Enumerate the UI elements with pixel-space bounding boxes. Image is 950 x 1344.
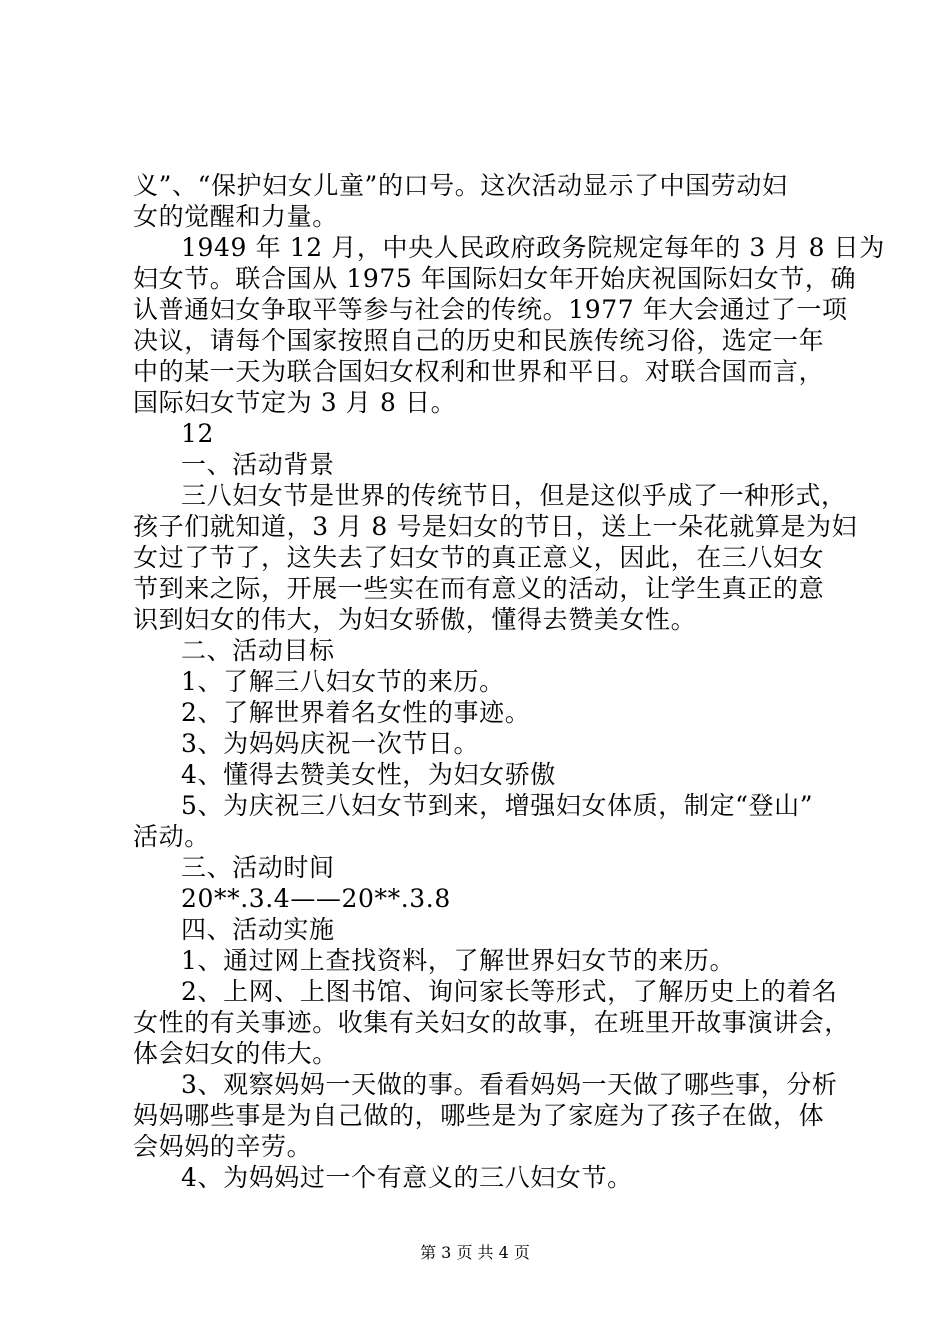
text-line: 20**.3.4——20**.3.8 <box>181 884 451 913</box>
text-line: 3、观察妈妈一天做的事。看看妈妈一天做了哪些事，分析 <box>181 1070 838 1099</box>
text-line: 4、为妈妈过一个有意义的三八妇女节。 <box>181 1163 633 1192</box>
text-line: 1、通过网上查找资料，了解世界妇女节的来历。 <box>181 946 736 975</box>
text-line: 四、活动实施 <box>181 915 335 944</box>
text-line: 中的某一天为联合国妇女权利和世界和平日。对联合国而言， <box>133 357 825 386</box>
text-line: 二、活动目标 <box>181 636 335 665</box>
text-line: 2、了解世界着名女性的事迹。 <box>181 698 531 727</box>
text-line: 活动。 <box>133 822 210 851</box>
text-line: 识到妇女的伟大，为妇女骄傲，懂得去赞美女性。 <box>133 605 697 634</box>
text-line: 妇女节。联合国从 1975 年国际妇女年开始庆祝国际妇女节，确 <box>133 264 857 293</box>
text-line: 会妈妈的辛劳。 <box>133 1132 313 1161</box>
text-line: 体会妇女的伟大。 <box>133 1039 338 1068</box>
page-footer: 第 3 页 共 4 页 <box>420 1243 530 1262</box>
text-line: 国际妇女节定为 3 月 8 日。 <box>133 388 457 417</box>
text-line: 3、为妈妈庆祝一次节日。 <box>181 729 480 758</box>
text-line: 女的觉醒和力量。 <box>133 202 338 231</box>
text-line: 节到来之际，开展一些实在而有意义的活动，让学生真正的意 <box>133 574 825 603</box>
document-body <box>133 170 885 1193</box>
text-line: 1、了解三八妇女节的来历。 <box>181 667 505 696</box>
text-line: 12 <box>181 419 215 448</box>
text-line: 三八妇女节是世界的传统节日，但是这似乎成了一种形式， <box>181 481 847 510</box>
text-line: 妈妈哪些事是为自己做的，哪些是为了家庭为了孩子在做，体 <box>133 1101 825 1130</box>
text-line: 三、活动时间 <box>181 853 335 882</box>
text-line: 决议，请每个国家按照自己的历史和民族传统习俗，选定一年 <box>133 326 825 355</box>
text-line: 认普通妇女争取平等参与社会的传统。1977 年大会通过了一项 <box>133 295 848 324</box>
text-line: 孩子们就知道，3 月 8 号是妇女的节日，送上一朵花就算是为妇 <box>133 512 858 541</box>
text-line: 1949 年 12 月，中央人民政府政务院规定每年的 3 月 8 日为 <box>181 233 885 262</box>
text-line: 一、活动背景 <box>181 450 335 479</box>
text-line: 女过了节了，这失去了妇女节的真正意义，因此，在三八妇女 <box>133 543 825 572</box>
text-line: 义”、“保护妇女儿童”的口号。这次活动显示了中国劳动妇 <box>133 171 788 200</box>
text-line: 5、为庆祝三八妇女节到来，增强妇女体质，制定“登山” <box>181 791 814 820</box>
text-line: 4、懂得去赞美女性，为妇女骄傲 <box>181 760 556 789</box>
text-line: 女性的有关事迹。收集有关妇女的故事，在班里开故事演讲会， <box>133 1008 850 1037</box>
text-line: 2、上网、上图书馆、询问家长等形式，了解历史上的着名 <box>181 977 838 1006</box>
